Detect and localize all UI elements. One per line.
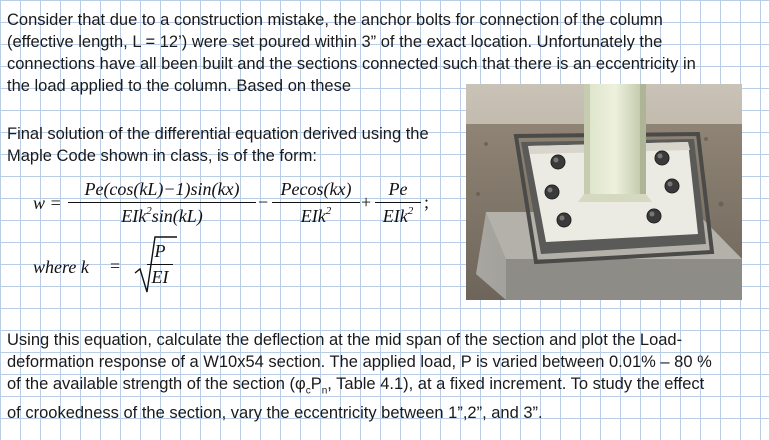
column-base-plate-photo xyxy=(466,84,742,300)
task-paragraph xyxy=(7,329,712,424)
term1-denominator: EIk$^2$sin(kL) xyxy=(121,205,203,227)
fraction-bar xyxy=(147,264,173,265)
term2-fraction xyxy=(272,179,360,227)
k-fraction xyxy=(147,241,173,288)
task-line: of crookedness of the section, vary the eccentricity between 1”,2”, and 3”. xyxy=(7,404,543,423)
minus-sign: − xyxy=(258,192,269,212)
equation-lhs: w = xyxy=(33,193,62,213)
term1-fraction xyxy=(68,179,256,227)
term1-numerator: Pe(cos(kL)−1)sin(kx) xyxy=(84,179,240,199)
task-line: Using this equation, calculate the deflection at the mid span of the section and plot the Load- xyxy=(7,331,683,349)
intro-line: the load applied to the column. Based on these xyxy=(7,77,351,95)
term3-numerator: Pe xyxy=(388,179,408,199)
intro-line: Consider that due to a construction mistake, the anchor bolts for connection of the column xyxy=(7,11,663,29)
where-k-label: where k xyxy=(33,257,89,277)
fraction-bar xyxy=(272,202,360,203)
term2-denominator: EIk$^2$ xyxy=(300,205,332,227)
term2-numerator: Pecos(kx) xyxy=(280,179,352,199)
task-line: of the available strength of the section ($\varphi_cP_n$, Table 4.1), at a fixed increment. To study the effect xyxy=(7,375,705,397)
column-base-plate-image xyxy=(466,84,742,300)
term3-fraction xyxy=(375,179,421,227)
solution-line: Final solution of the differential equation derived using the xyxy=(7,125,429,143)
k-numerator: P xyxy=(154,241,166,261)
solution-line: Maple Code shown in class, is of the form: xyxy=(7,147,317,165)
fraction-bar xyxy=(68,202,256,203)
solution-paragraph xyxy=(7,123,429,167)
fraction-bar xyxy=(375,202,421,203)
plus-sign: + xyxy=(361,192,372,212)
k-denominator: EI xyxy=(151,267,169,288)
intro-line: connections have all been built and the sections connected such that there is an eccentricity in xyxy=(7,55,696,73)
semicolon: ; xyxy=(424,192,430,212)
term3-denominator: EIk$^2$ xyxy=(382,205,414,227)
intro-line: (effective length, L = 12’) were set poured within 3” of the exact location. Unfortunately the xyxy=(7,33,663,51)
equals-sign: = xyxy=(110,256,121,276)
task-line: deformation response of a W10x54 section. The applied load, P is varied between 0.01% – 80 % xyxy=(7,353,712,371)
